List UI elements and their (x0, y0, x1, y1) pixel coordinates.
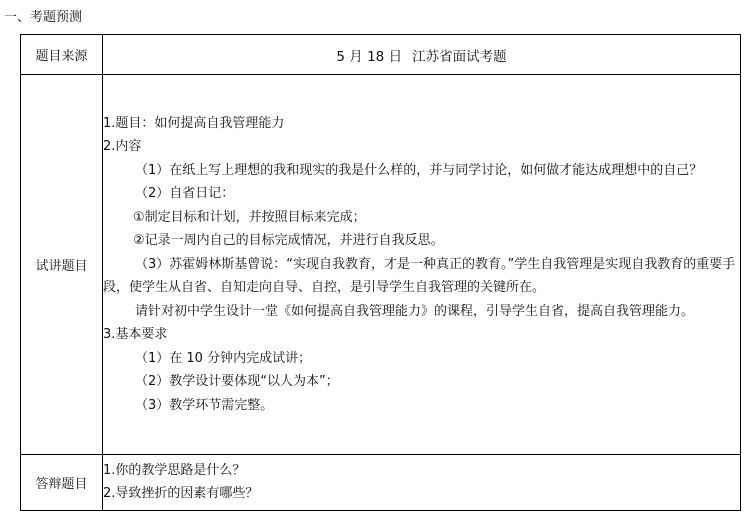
lecture-content (103, 75, 741, 455)
source-row (21, 35, 741, 75)
defense-content (103, 455, 741, 511)
lecture-label: 试讲题目 (21, 75, 103, 455)
lecture-line: 3.基本要求 (103, 327, 168, 343)
lecture-line: （1）在 10 分钟内完成试讲； (135, 350, 312, 366)
lecture-paragraph: 请针对初中学生设计一堂《如何提高自我管理能力》的课程，引导学生自省，提高自我管理能力。 (135, 303, 695, 319)
lecture-line: ②记录一周内自己的目标完成情况，并进行自我反思。 (133, 233, 444, 249)
section-title: 一、考题预测 (4, 10, 83, 25)
defense-line: 2.导致挫折的因素有哪些？ (103, 485, 259, 501)
source-label: 题目来源 (21, 35, 103, 75)
source-value (103, 35, 741, 75)
lecture-line: （2）自省日记： (135, 186, 235, 202)
defense-label: 答辩题目 (21, 455, 103, 511)
lecture-line: 2.内容 (103, 139, 142, 155)
lecture-line: （3）教学环节需完整。 (135, 397, 274, 413)
source-title: 江苏省面试考题 (412, 48, 507, 65)
lecture-row (21, 75, 741, 455)
source-date: 5 月 18 日 (336, 48, 403, 65)
defense-row (21, 455, 741, 511)
lecture-paragraph: （1）在纸上写上理想的我和现实的我是什么样的，并与同学讨论，如何做才能达成理想中的自己？ (135, 162, 703, 178)
defense-line: 1.你的教学思路是什么？ (103, 463, 246, 478)
lecture-paragraph: （3）苏霍姆林斯基曾说：“实现自我教育，才是一种真正的教育。”学生自我管理是实现自我教育的重要手段，使学生从自省、自知走向自导、自控，是引导学生自我管理的关键所在。 (103, 256, 736, 296)
lecture-line: 1.题目：如何提高自我管理能力 (103, 115, 285, 131)
exam-question-table (20, 34, 741, 511)
lecture-line: ①制定目标和计划，并按照目标来完成； (133, 209, 366, 225)
lecture-line: （2）教学设计要体现“以人为本”； (135, 374, 339, 390)
